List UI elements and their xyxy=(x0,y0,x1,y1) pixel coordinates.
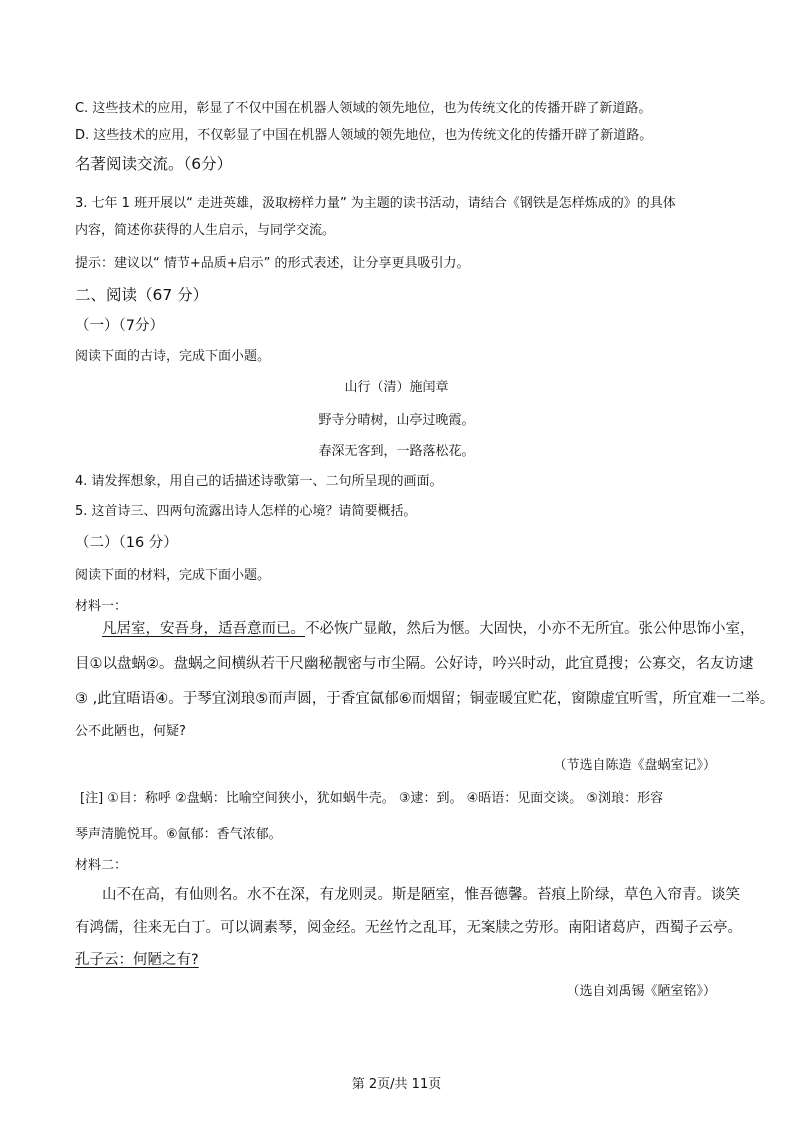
notes-line-1: [注] ①目：称呼 ②盘蜗：比喻空间狭小，犹如蜗牛壳。 ③逮：到。 ④晤语：见面交谈。 ⑤浏琅：形容 xyxy=(80,791,664,806)
material-1-underlined: 凡居室，安吾身，适吾意而已。 xyxy=(102,621,305,637)
poem-line-1: 野寺分晴树，山亭过晚霞。 xyxy=(318,413,475,428)
hint: 提示：建议以“ 情节+品质+启示” 的形式表述，让分享更具吸引力。 xyxy=(75,256,470,271)
material-1-label: 材料一： xyxy=(75,599,128,614)
part-1-heading: （一）（7分） xyxy=(75,318,164,334)
material-1-line-1-rest: 不必恢广显敞，然后为惬。大固快，小亦不无所宜。张公仲思饰小室， xyxy=(305,621,755,637)
material-1-line-4: 公不此陋也，何疑? xyxy=(75,724,186,739)
part-1-intro: 阅读下面的古诗，完成下面小题。 xyxy=(75,349,271,364)
material-2-line-3: 孔子云：何陋之有? xyxy=(75,952,199,968)
question-4: 4. 请发挥想象，用自己的话描述诗歌第一、二句所呈现的画面。 xyxy=(75,474,443,489)
part-2-intro: 阅读下面的材料，完成下面小题。 xyxy=(75,568,271,583)
material-2-line-2: 有鸿儒，往来无白丁。可以调素琴，阅金经。无丝竹之乱耳，无案牍之劳形。南阳诸葛庐，西蜀子云亭。 xyxy=(75,920,742,936)
question-3-line-1: 3. 七年 1 班开展以“ 走进英雄，汲取榜样力量” 为主题的读书活动，请结合《钢铁是怎样炼成的》的具体 xyxy=(75,196,676,211)
classics-heading: 名著阅读交流。（6分） xyxy=(75,155,233,173)
option-c: C. 这些技术的应用，彰显了不仅中国在机器人领域的领先地位，也为传统文化的传播开辟了新道路。 xyxy=(75,101,652,116)
material-2-line-1: 山不在高，有仙则名。水不在深，有龙则灵。斯是陋室，惟吾德馨。苔痕上阶绿，草色入帘青。谈笑 xyxy=(102,887,740,903)
page-footer: 第 2页/共 11页 xyxy=(351,1077,442,1092)
material-2-source: （选自刘禹锡《陋室铭》） xyxy=(566,984,716,999)
poem-line-2: 春深无客到，一路落松花。 xyxy=(318,444,475,459)
part-2-heading: （二）（16 分） xyxy=(75,535,178,551)
material-2-label: 材料二： xyxy=(75,858,128,873)
question-5: 5. 这首诗三、四两句流露出诗人怎样的心境？请简要概括。 xyxy=(75,504,417,519)
question-3-line-2: 内容，简述你获得的人生启示，与同学交流。 xyxy=(75,223,336,238)
material-1-line-2: 目①以盘蜗②。盘蜗之间横纵若干尺幽秘靓密与市尘隔。公好诗，吟兴时动，此宜覓搜；公寡交，名友访逮 xyxy=(75,656,754,672)
reading-heading: 二、阅读（67 分） xyxy=(75,286,209,304)
option-d: D. 这些技术的应用，不仅彰显了中国在机器人领域的领先地位，也为传统文化的传播开辟了新道路。 xyxy=(75,128,653,143)
poem-title: 山行（清）施闰章 xyxy=(344,380,449,395)
material-1-line-1 xyxy=(102,619,755,639)
material-1-line-3: ③ ,此宜晤语④。于琴宜浏琅⑤而声圆，于香宜氤郁⑥而烟留；铜壶暖宜贮花，窗隙虚宜听雪，所宜难一二举。 xyxy=(75,691,775,707)
material-1-source: （节选自陈造《盘蜗室记》） xyxy=(553,758,716,773)
notes-line-2: 琴声清脆悦耳。⑥氤郁：香气浓郁。 xyxy=(75,827,282,842)
